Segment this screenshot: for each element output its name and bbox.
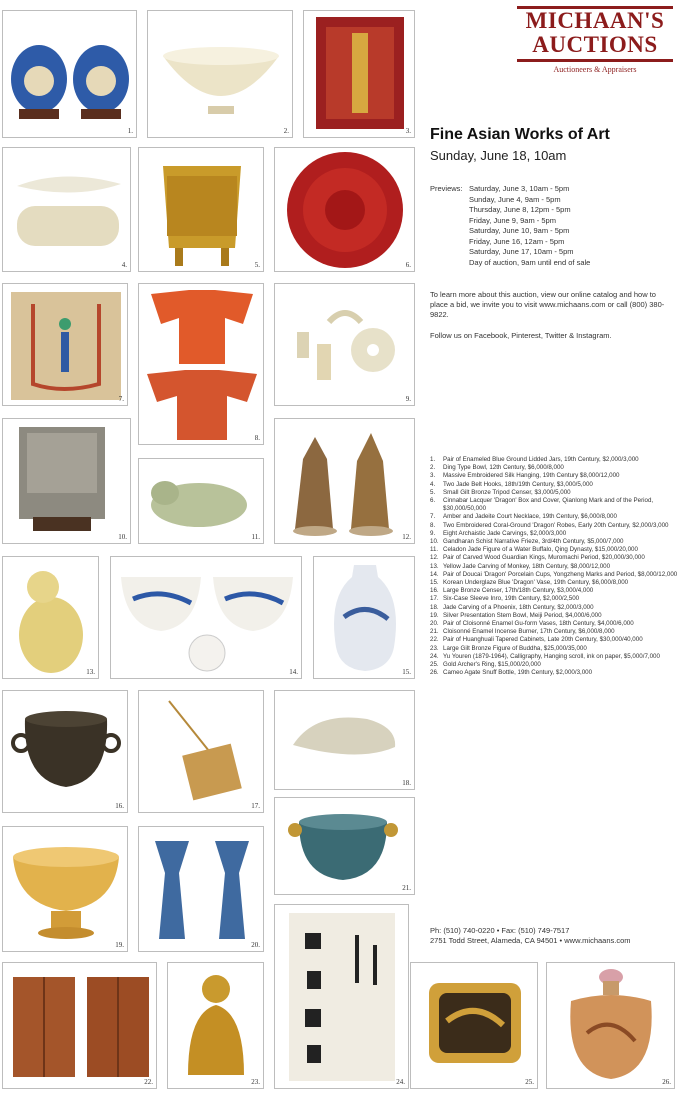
lot-3-silk-hanging-photo xyxy=(303,10,415,138)
lot-description: Two Jade Belt Hooks, 18th/19th Century, $3,000/5,000 xyxy=(443,480,593,488)
contact-address: 2751 Todd Street, Alameda, CA 94501 • www.michaans.com xyxy=(430,936,631,945)
lot-entry xyxy=(430,579,680,587)
lot-entry xyxy=(430,489,680,497)
lot-photo-number: 14. xyxy=(289,668,298,676)
lot-description: Ding Type Bowl, 12th Century, $6,000/8,000 xyxy=(443,464,564,472)
lot-entry xyxy=(430,669,680,677)
lot-description: Two Embroidered Coral-Ground 'Dragon' Robes, Early 20th Century, $2,000/3,000 xyxy=(443,521,669,529)
lot-entry xyxy=(430,587,680,595)
lot-24-calligraphy-photo xyxy=(274,904,409,1089)
lot-number: 19. xyxy=(430,611,439,619)
lot-description: Massive Embroidered Silk Hanging, 19th Century $8,000/12,000 xyxy=(443,472,620,480)
lot-description: Cinnabar Lacquer 'Dragon' Box and Cover, Qianlong Mark and of the Period, $30,000/50,000 xyxy=(443,497,654,513)
lot-photo-number: 4. xyxy=(121,261,127,269)
lot-number: 20. xyxy=(430,620,439,628)
lot-12-guardian-kings-photo xyxy=(274,418,415,544)
lot-photo-number: 23. xyxy=(251,1078,260,1086)
lot-entry xyxy=(430,628,680,636)
lot-entry xyxy=(430,604,680,612)
lot-entry xyxy=(430,538,680,546)
lot-18-jade-phoenix-photo xyxy=(274,690,415,790)
lot-entry xyxy=(430,636,680,644)
lot-13-jade-monkey-photo xyxy=(2,556,99,679)
lot-5-tripod-censer-image xyxy=(139,148,263,271)
lot-description: Korean Underglaze Blue 'Dragon' Vase, 19th Century, $6,000/8,000 xyxy=(443,579,629,587)
lot-19-silver-bowl-photo xyxy=(2,826,128,952)
lot-26-snuff-bottle-image xyxy=(547,963,674,1088)
lot-number: 23. xyxy=(430,644,439,652)
lot-description: Large Gilt Bronze Figure of Buddha, $25,000/35,000 xyxy=(443,644,587,652)
logo-line-2: AUCTIONS xyxy=(532,32,658,57)
lot-entry xyxy=(430,612,680,620)
lot-number: 4. xyxy=(430,480,436,488)
lot-photo-number: 17. xyxy=(251,802,260,810)
lot-19-silver-bowl-image xyxy=(3,827,127,951)
lot-number: 24. xyxy=(430,652,439,660)
lot-description: Pair of Huanghuali Tapered Cabinets, Late 20th Century, $30,000/40,000 xyxy=(443,636,643,644)
lot-number: 5. xyxy=(430,488,436,496)
lot-photo-number: 1. xyxy=(127,127,133,135)
lot-photo-number: 21. xyxy=(402,884,411,892)
lot-photo-number: 20. xyxy=(251,941,260,949)
lot-14-doucai-cups-image xyxy=(111,557,301,678)
lot-entry xyxy=(430,546,680,554)
lot-24-calligraphy-image xyxy=(275,905,408,1088)
lot-15-korean-vase-photo xyxy=(313,556,415,679)
lot-photo-number: 15. xyxy=(402,668,411,676)
lot-entry xyxy=(430,661,680,669)
lot-photo-number: 16. xyxy=(115,802,124,810)
lot-entry xyxy=(430,464,680,472)
lot-14-doucai-cups-photo xyxy=(110,556,302,679)
lot-number: 22. xyxy=(430,636,439,644)
contact-block xyxy=(430,926,631,946)
preview-item: Friday, June 16, 12am - 5pm xyxy=(469,236,565,246)
lot-12-guardian-kings-image xyxy=(275,419,414,543)
preview-item: Thursday, June 8, 12pm - 5pm xyxy=(469,205,571,214)
auction-title: Fine Asian Works of Art xyxy=(430,126,610,143)
lot-6-cinnabar-box-image xyxy=(275,148,414,271)
lot-number: 26. xyxy=(430,669,439,677)
lot-number: 21. xyxy=(430,628,439,636)
lot-2-ding-bowl-photo xyxy=(147,10,293,138)
lot-list xyxy=(430,456,680,677)
lot-photo-number: 18. xyxy=(402,779,411,787)
lot-photo-number: 13. xyxy=(86,668,95,676)
lot-photo-number: 22. xyxy=(144,1078,153,1086)
lot-number: 1. xyxy=(430,456,436,463)
lot-photo-number: 8. xyxy=(254,434,260,442)
lot-7-court-necklace-photo xyxy=(2,283,128,406)
lot-description: Yellow Jade Carving of Monkey, 18th Century, $8,000/12,000 xyxy=(443,562,611,570)
lot-entry xyxy=(430,497,680,513)
lot-25-archers-ring-image xyxy=(411,963,537,1088)
lot-11-jade-buffalo-photo xyxy=(138,458,264,544)
lot-photo-number: 7. xyxy=(118,395,124,403)
auction-date: Sunday, June 18, 10am xyxy=(430,148,567,163)
preview-item: Day of auction, 9am until end of sale xyxy=(469,257,591,267)
lot-9-jade-carvings-photo xyxy=(274,283,415,406)
lot-description: Amber and Jadeite Court Necklace, 19th Century, $6,000/8,000 xyxy=(443,513,617,521)
lot-8-dragon-robes-image xyxy=(139,284,263,444)
lot-4-jade-belt-hooks-image xyxy=(3,148,130,271)
lot-3-silk-hanging-image xyxy=(304,11,414,137)
lot-10-schist-frieze-image xyxy=(3,419,130,543)
lot-number: 3. xyxy=(430,472,436,480)
contact-phones: Ph: (510) 740-0220 • Fax: (510) 749-7517 xyxy=(430,926,570,935)
lot-number: 12. xyxy=(430,554,439,562)
lot-description: Celadon Jade Figure of a Water Buffalo, Qing Dynasty, $15,000/20,000 xyxy=(443,546,638,554)
logo-line-1: MICHAAN'S xyxy=(525,8,665,33)
lot-description: Cameo Agate Snuff Bottle, 19th Century, $2,000/3,000 xyxy=(443,669,593,677)
lot-number: 16. xyxy=(430,587,439,595)
lot-number: 13. xyxy=(430,562,439,570)
lot-23-buddha-photo xyxy=(167,962,264,1089)
lot-description: Silver Presentation Stem Bowl, Meiji Period, $4,000/6,000 xyxy=(443,611,602,619)
lot-entry xyxy=(430,554,680,562)
preview-item: Saturday, June 17, 10am - 5pm xyxy=(469,247,574,256)
lot-photo-number: 11. xyxy=(251,533,260,541)
lot-photo-number: 19. xyxy=(115,941,124,949)
lot-6-cinnabar-box-photo xyxy=(274,147,415,272)
lot-number: 7. xyxy=(430,513,436,521)
lot-entry xyxy=(430,595,680,603)
lot-number: 17. xyxy=(430,595,439,603)
lot-25-archers-ring-photo xyxy=(410,962,538,1089)
lot-21-incense-burner-photo xyxy=(274,797,415,895)
lot-18-jade-phoenix-image xyxy=(275,691,414,789)
lot-entry xyxy=(430,522,680,530)
logo-tagline: Auctioneers & Appraisers xyxy=(553,65,637,74)
lot-20-cloisonne-vases-photo xyxy=(138,826,264,952)
lot-17-sleeve-inro-photo xyxy=(138,690,264,813)
lot-number: 9. xyxy=(430,529,436,537)
lot-description: Yu Youren (1879-1964), Calligraphy, Hanging scroll, ink on paper, $5,000/7,000 xyxy=(443,652,660,660)
lot-22-cabinets-image xyxy=(3,963,156,1088)
michaans-logo xyxy=(517,6,673,74)
lot-5-tripod-censer-photo xyxy=(138,147,264,272)
lot-20-cloisonne-vases-image xyxy=(139,827,263,951)
lot-photo-number: 24. xyxy=(396,1078,405,1086)
lot-22-cabinets-photo xyxy=(2,962,157,1089)
lot-entry xyxy=(430,456,680,464)
lot-description: Large Bronze Censer, 17th/18th Century, $3,000/4,000 xyxy=(443,587,594,595)
lot-entry xyxy=(430,571,680,579)
lot-entry xyxy=(430,620,680,628)
lot-number: 25. xyxy=(430,661,439,669)
lot-15-korean-vase-image xyxy=(314,557,414,678)
lot-description: Cloisonné Enamel Incense Burner, 17th Century, $6,000/8,000 xyxy=(443,628,615,636)
lot-entry xyxy=(430,645,680,653)
lot-photo-number: 5. xyxy=(254,261,260,269)
lot-13-jade-monkey-image xyxy=(3,557,98,678)
lot-number: 10. xyxy=(430,538,439,546)
lot-photo-number: 2. xyxy=(283,127,289,135)
lot-10-schist-frieze-photo xyxy=(2,418,131,544)
info-paragraph: To learn more about this auction, view our online catalog and how to place a bid, we invite you to visit www.michaans.com or call (800) 380-9822. xyxy=(430,290,665,319)
lot-entry xyxy=(430,563,680,571)
lot-description: Pair of Cloisonné Enamel Gu-form Vases, 18th Century, $4,000/6,000 xyxy=(443,620,634,628)
lot-photo-number: 3. xyxy=(405,127,411,135)
lot-4-jade-belt-hooks-photo xyxy=(2,147,131,272)
lot-16-bronze-censer-photo xyxy=(2,690,128,813)
lot-description: Gold Archer's Ring, $15,000/20,000 xyxy=(443,661,541,669)
lot-7-court-necklace-image xyxy=(3,284,127,405)
lot-number: 8. xyxy=(430,521,436,529)
lot-1-enameled-jars-image xyxy=(3,11,136,137)
lot-9-jade-carvings-image xyxy=(275,284,414,405)
lot-number: 18. xyxy=(430,603,439,611)
lot-description: Pair of Enameled Blue Ground Lidded Jars, 19th Century, $2,000/3,000 xyxy=(443,456,639,463)
lot-21-incense-burner-image xyxy=(275,798,414,894)
lot-11-jade-buffalo-image xyxy=(139,459,263,543)
lot-number: 14. xyxy=(430,570,439,578)
lot-entry xyxy=(430,472,680,480)
lot-description: Pair of Carved Wood Guardian Kings, Muromachi Period, $20,000/30,000 xyxy=(443,554,645,562)
previews-label: Previews: xyxy=(430,184,463,193)
lot-photo-number: 25. xyxy=(525,1078,534,1086)
lot-description: Jade Carving of a Phoenix, 18th Century, $2,000/3,000 xyxy=(443,603,594,611)
lot-entry xyxy=(430,530,680,538)
preview-item: Saturday, June 3, 10am - 5pm xyxy=(469,184,570,193)
lot-photo-number: 6. xyxy=(405,261,411,269)
lot-number: 2. xyxy=(430,464,436,472)
lot-description: Six-Case Sleeve Inro, 19th Century, $2,000/2,500 xyxy=(443,595,580,603)
logo-bottom-rule xyxy=(517,59,673,62)
preview-item: Sunday, June 4, 9am - 5pm xyxy=(469,194,561,204)
preview-item: Saturday, June 10, 9am - 5pm xyxy=(469,226,570,235)
lot-1-enameled-jars-photo xyxy=(2,10,137,138)
lot-photo-number: 10. xyxy=(118,533,127,541)
lot-description: Eight Archaistic Jade Carvings, $2,000/3,000 xyxy=(443,529,567,537)
lot-8-dragon-robes-photo xyxy=(138,283,264,445)
lot-entry xyxy=(430,513,680,521)
lot-photo-number: 26. xyxy=(662,1078,671,1086)
lot-photo-number: 9. xyxy=(405,395,411,403)
preview-item: Friday, June 9, 9am - 5pm xyxy=(469,215,556,225)
lot-entry xyxy=(430,653,680,661)
lot-description: Gandharan Schist Narrative Frieze, 3rd/4th Century, $5,000/7,000 xyxy=(443,538,624,546)
lot-description: Small Gilt Bronze Tripod Censer, $3,000/5,000 xyxy=(443,488,571,496)
lot-2-ding-bowl-image xyxy=(148,11,292,137)
lot-26-snuff-bottle-photo xyxy=(546,962,675,1089)
social-paragraph: Follow us on Facebook, Pinterest, Twitter & Instagram. xyxy=(430,331,612,340)
lot-number: 15. xyxy=(430,579,439,587)
lot-number: 6. xyxy=(430,497,436,505)
lot-number: 11. xyxy=(430,546,439,554)
previews-list xyxy=(469,184,590,268)
lot-23-buddha-image xyxy=(168,963,263,1088)
lot-entry xyxy=(430,481,680,489)
lot-17-sleeve-inro-image xyxy=(139,691,263,812)
lot-description: Pair of Doucai 'Dragon' Porcelain Cups, Yongzheng Marks and Period, $8,000/12,000 xyxy=(443,570,678,578)
lot-16-bronze-censer-image xyxy=(3,691,127,812)
lot-photo-number: 12. xyxy=(402,533,411,541)
